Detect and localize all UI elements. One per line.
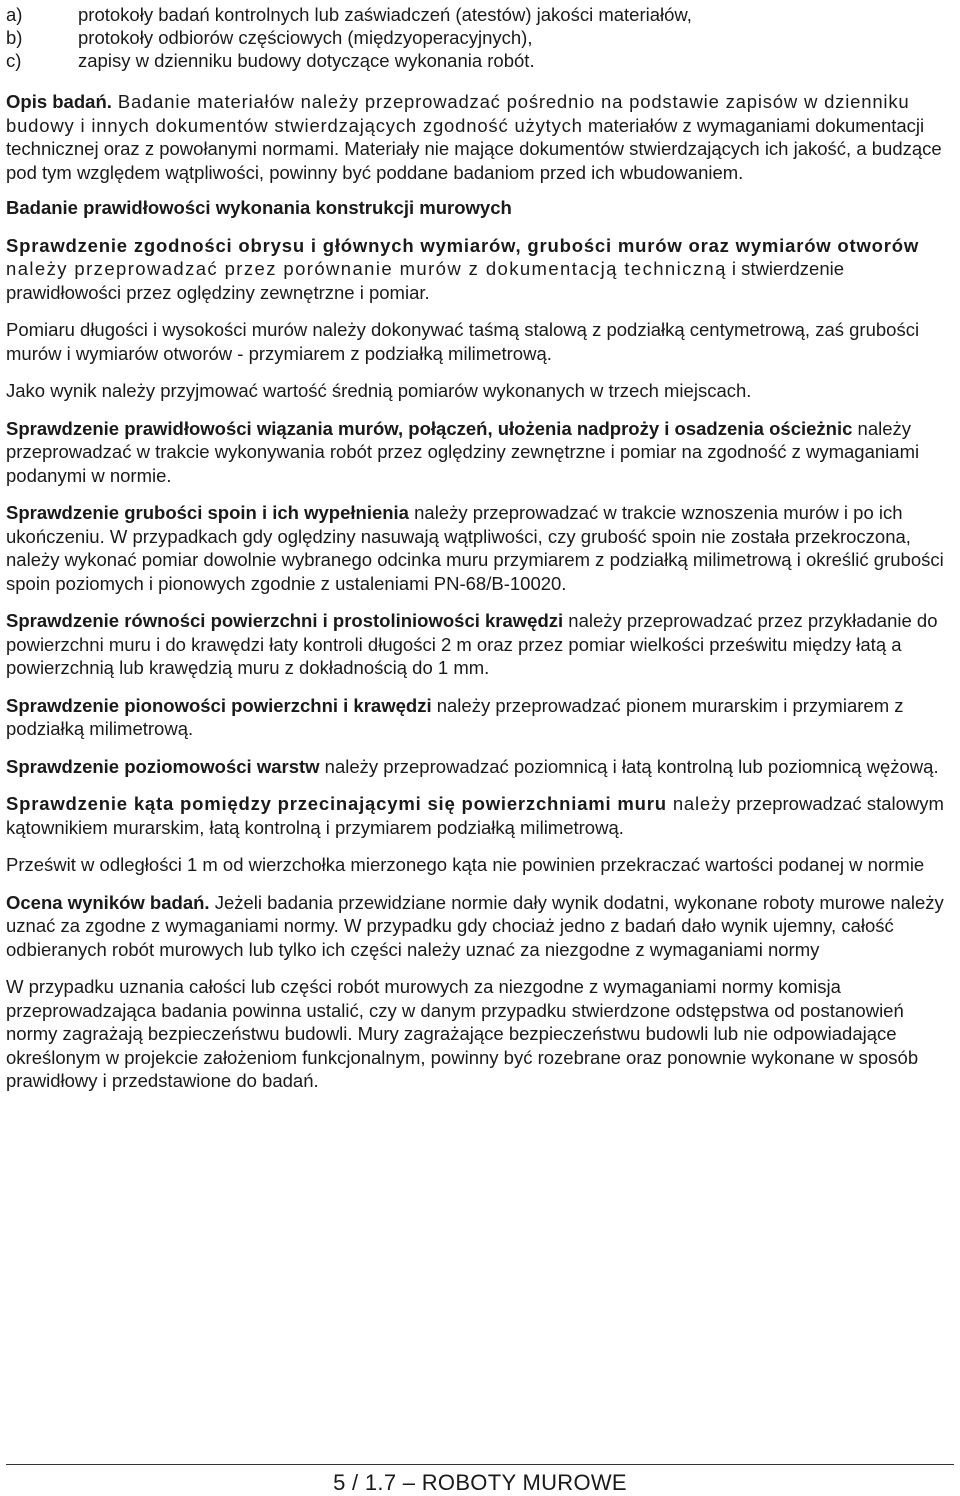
paragraph-text: należy przeprowadzać przez porównanie murów z dokumentacją techniczną [6, 258, 727, 279]
paragraph-ocena [6, 891, 954, 962]
list-item-text: zapisy w dzienniku budowy dotyczące wykonania robót. [78, 50, 535, 71]
paragraph-spoiny [6, 501, 954, 595]
footer-divider [6, 1464, 954, 1465]
paragraph-lead: Sprawdzenie równości powierzchni i prostoliniowości krawędzi [6, 610, 564, 631]
page-footer: 5 / 1.7 – ROBOTY MUROWE [333, 1470, 627, 1495]
paragraph-lead: Sprawdzenie grubości spoin i ich wypełnienia [6, 502, 409, 523]
paragraph-poziomowosc [6, 755, 954, 779]
paragraph-lead: Sprawdzenie prawidłowości wiązania murów, połączeń, ułożenia nadproży i osadzenia ościeżnic [6, 417, 853, 439]
paragraph-pomiar: Pomiaru długości i wysokości murów należy dokonywać taśmą stalową z podziałką centymetrową, zaś grubości murów i wymiarów otworów - przymiarem z podziałką milimetrową. [6, 319, 920, 364]
paragraph-przeswit: Prześwit w odległości 1 m od wierzchołka mierzonego kąta nie powinien przekraczać wartości podanej w normie [6, 854, 925, 875]
paragraph-text: należy przeprowadzać pionem murarskim i przymiarem z podziałką milimetrową. [6, 694, 904, 739]
paragraph-text: należy przeprowadzać przez przykładanie do powierzchni muru i do krawędzi łaty kontroli długości 2 m oraz przez pomiar wielkości prześwitu między łatą a powierzchnią lub krawędzią muru z dokładnością do 1 mm. [6, 610, 938, 678]
paragraph-lead: Sprawdzenie kąta pomiędzy przecinającymi się powierzchniami muru [6, 793, 667, 814]
list-item-text: protokoły badań kontrolnych lub zaświadczeń (atestów) jakości materiałów, [78, 4, 692, 25]
paragraph-text: należy przeprowadzać poziomnicą i łatą kontrolną lub poziomnicą wężową. [319, 755, 939, 777]
list-marker: b) [6, 27, 23, 48]
paragraph-text: Jeżeli badania przewidziane normie dały wynik dodatni, wykonane roboty murowe należy uznać za zgodne z wymaganiami normy. W przypadku gdy chociaż jedno z badań dało wynik ujemny, całość odbieranych robót murowych lub tylko ich części należy uznać za niezgodne z wymaganiami normy [6, 891, 944, 960]
paragraph-text: należy przeprowadzać w trakcie wznoszenia murów i po ich ukończeniu. W przypadkach gdy oględziny nasuwają wątpliwości, czy grubość spoin nie została przekroczona, należy wykonać pomiar dowolnie wybranego odcinka muru przymiarem z podziałką milimetrową i określić grubości spoin poziomych i pionowych zgodnie z ustaleniami PN-68/B-10020. [6, 502, 944, 594]
list-item-text: protokoły odbiorów częściowych (międzyoperacyjnych), [78, 27, 533, 48]
paragraph-obrys [6, 234, 954, 305]
paragraph-lead: Sprawdzenie zgodności obrysu i głównych wymiarów, grubości murów oraz wymiarów otworów [6, 234, 920, 256]
paragraph-pionowosc [6, 694, 954, 741]
paragraph-wiazanie [6, 417, 954, 488]
paragraph-text: i stwierdzenie prawidłowości przez oględziny zewnętrzne i pomiar. [6, 258, 845, 303]
paragraph-wynik: Jako wynik należy przyjmować wartość średnią pomiarów wykonanych w trzech miejscach. [6, 380, 752, 401]
list-item [6, 49, 954, 72]
paragraph-kat [6, 792, 954, 839]
document-page [6, 0, 954, 1093]
paragraph-text: należy [666, 793, 732, 814]
paragraph-lead: Opis badań. [6, 91, 112, 112]
list-item [6, 26, 954, 49]
paragraph-lead: Sprawdzenie poziomowości warstw [6, 755, 320, 777]
list-marker: a) [6, 4, 23, 25]
paragraph-text: materiałów z wymaganiami dokumentacji technicznej oraz z powołanymi normami. Materiały nie mające dokumentów stwierdzających ich jakość, a budzące pod tym względem wątpliwości, powinny być poddane badaniom przed ich wbudowaniem. [6, 114, 942, 183]
paragraph-uznanie: W przypadku uznania całości lub części robót murowych za niezgodne z wymaganiami normy komisja przeprowadzająca badania powinna ustalić, czy w danym przypadku stwierdzone odstępstwa od postanowień normy zagrażają bezpieczeństwu budowli. Mury zagrażające bezpieczeństwu budowli lub nie odpowiadające określonym w projekcie założeniom funkcjonalnym, powinny być rozebrane oraz ponownie wykonane w sposób prawidłowy i przedstawione do badań. [6, 976, 919, 1091]
paragraph-text: Badanie materiałów należy przeprowadzać pośrednio na podstawie zapisów w dzienniku budowy i innych dokumentów stwierdzających zgodność użytych [6, 91, 910, 136]
list-marker: c) [6, 50, 22, 71]
section-heading: Badanie prawidłowości wykonania konstrukcji murowych [6, 197, 512, 218]
paragraph-lead: Sprawdzenie pionowości powierzchni i krawędzi [6, 694, 432, 716]
paragraph-opis-badan [6, 90, 954, 184]
paragraph-rownosc [6, 609, 954, 680]
paragraph-text: należy przeprowadzać w trakcie wykonywania robót przez oględziny zewnętrzne i pomiar na zgodność z wymaganiami podanymi w normie. [6, 417, 920, 486]
paragraph-lead: Ocena wyników badań. [6, 891, 210, 913]
list-item [6, 3, 954, 26]
paragraph-text: przeprowadzać stalowym kątownikiem murarskim, łatą kontrolną i przymiarem podziałką milimetrową. [6, 793, 944, 838]
document-list [6, 3, 954, 72]
